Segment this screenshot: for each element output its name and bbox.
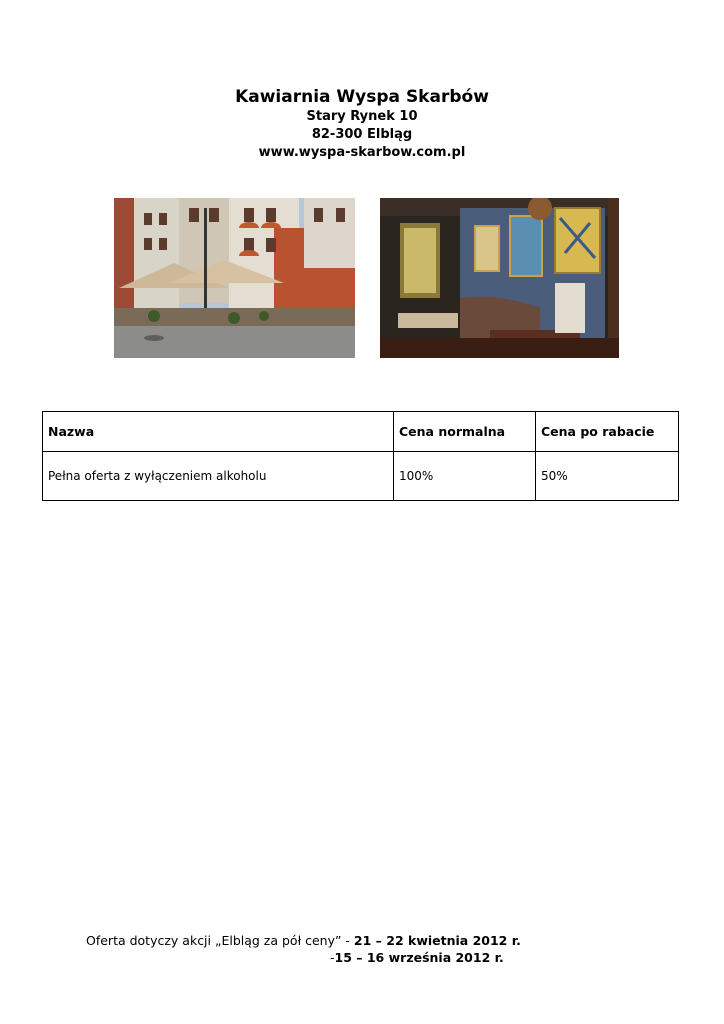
offer-date-april: 21 – 22 kwietnia 2012 r. (353, 933, 521, 948)
exterior-photo-art (114, 198, 355, 358)
website: www.wyspa-skarbow.com.pl (258, 145, 466, 160)
cell-name: Pełna oferta z wyłączeniem alkoholu (43, 452, 394, 501)
interior-photo (380, 198, 619, 358)
header-normal-price: Cena normalna (394, 412, 536, 452)
exterior-photo (114, 198, 355, 358)
street-address: Stary Rynek 10 (306, 109, 418, 124)
cell-discount-price: 50% (536, 452, 679, 501)
postal-city: 82-300 Elbląg (311, 127, 413, 142)
header-discount-price: Cena po rabacie (536, 412, 679, 452)
cafe-name: Kawiarnia Wyspa Skarbów (235, 87, 489, 107)
table-header-row (43, 412, 679, 452)
interior-photo-art (380, 198, 619, 358)
offer-table (42, 411, 679, 501)
offer-note-dash: - (330, 950, 335, 965)
table-row (43, 452, 679, 501)
header-name: Nazwa (43, 412, 394, 452)
header (0, 86, 724, 162)
offer-date-september: 15 – 16 września 2012 r. (334, 950, 504, 965)
offer-note-line-1 (86, 933, 724, 948)
cell-normal-price: 100% (394, 452, 536, 501)
offer-note-lead: Oferta dotyczy akcji „Elbląg za pół ceny” - (86, 933, 354, 948)
offer-note-line-2 (330, 950, 724, 965)
